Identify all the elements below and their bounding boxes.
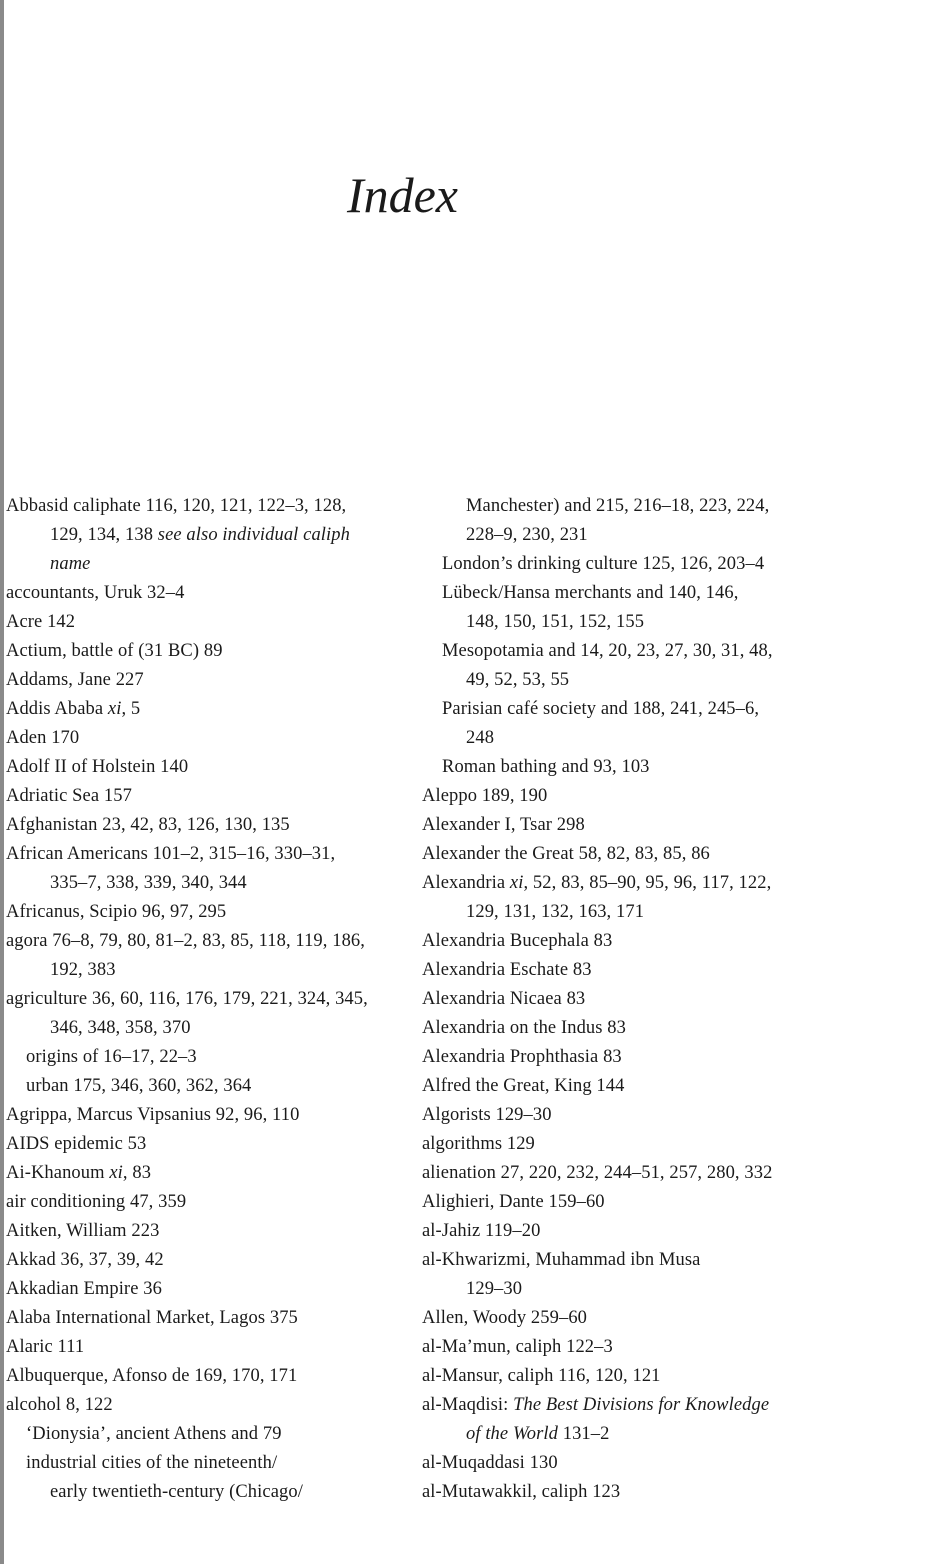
- index-entry-line: [6, 1072, 398, 1101]
- index-entry-line: [422, 1246, 826, 1275]
- index-text: Ai-Khanoum: [6, 1163, 110, 1183]
- index-text-italic: see also individual caliph: [157, 525, 350, 545]
- index-text: Akkadian Empire 36: [6, 1279, 162, 1299]
- index-entry-line: [422, 637, 826, 666]
- index-entry-line: [422, 1333, 826, 1362]
- index-entry-line: [422, 1391, 826, 1420]
- index-text: 49, 52, 53, 55: [466, 670, 570, 690]
- index-entry-line: [6, 492, 398, 521]
- index-entry-line: [6, 1130, 398, 1159]
- index-entry-line: [6, 811, 398, 840]
- index-text: 131–2: [558, 1424, 610, 1444]
- index-entry-line: [6, 956, 398, 985]
- index-text: alcohol 8, 122: [6, 1395, 113, 1415]
- index-text: origins of 16–17, 22–3: [26, 1047, 197, 1067]
- index-entry-line: [6, 840, 398, 869]
- index-entry-line: [422, 753, 826, 782]
- index-text: Lübeck/Hansa merchants and 140, 146,: [442, 583, 739, 603]
- index-text: al-Muqaddasi 130: [422, 1453, 558, 1473]
- index-entry-line: [422, 811, 826, 840]
- index-text: Aden 170: [6, 728, 80, 748]
- index-entry-line: [422, 1188, 826, 1217]
- index-text: Mesopotamia and 14, 20, 23, 27, 30, 31, 48,: [442, 641, 773, 661]
- index-text: early twentieth-century (Chicago/: [50, 1482, 303, 1502]
- index-entry-line: [6, 782, 398, 811]
- index-text: Alexandria Prophthasia 83: [422, 1047, 622, 1067]
- index-entry-line: [422, 1449, 826, 1478]
- index-entry-line: [422, 492, 826, 521]
- index-entry-line: [422, 1217, 826, 1246]
- index-text: Afghanistan 23, 42, 83, 126, 130, 135: [6, 815, 290, 835]
- index-text: 192, 383: [50, 960, 116, 980]
- index-text: , 52, 83, 85–90, 95, 96, 117, 122,: [523, 873, 772, 893]
- index-text: Albuquerque, Afonso de 169, 170, 171: [6, 1366, 298, 1386]
- index-entry-line: [6, 1304, 398, 1333]
- index-text: urban 175, 346, 360, 362, 364: [26, 1076, 252, 1096]
- index-entry-line: [422, 985, 826, 1014]
- index-text: Alaric 111: [6, 1337, 85, 1357]
- index-text: Parisian café society and 188, 241, 245–6,: [442, 699, 760, 719]
- index-entry-line: [422, 521, 826, 550]
- index-text: agriculture 36, 60, 116, 176, 179, 221, 324, 345,: [6, 989, 368, 1009]
- index-entry-line: [6, 869, 398, 898]
- index-text-italic: xi: [109, 1163, 123, 1183]
- index-entry-line: [6, 666, 398, 695]
- index-text: Actium, battle of (31 BC) 89: [6, 641, 223, 661]
- index-text: al-Mansur, caliph 116, 120, 121: [422, 1366, 661, 1386]
- index-text: Addis Ababa: [6, 699, 108, 719]
- index-text: Addams, Jane 227: [6, 670, 144, 690]
- index-text: al-Mutawakkil, caliph 123: [422, 1482, 621, 1502]
- index-text: Alexandria Bucephala 83: [422, 931, 613, 951]
- index-entry-line: [6, 1188, 398, 1217]
- index-text: al-Maqdisi:: [422, 1395, 514, 1415]
- index-entry-line: [422, 1275, 826, 1304]
- index-entry-line: [422, 1072, 826, 1101]
- index-entry-line: [6, 724, 398, 753]
- index-text: agora 76–8, 79, 80, 81–2, 83, 85, 118, 119, 186,: [6, 931, 366, 951]
- index-text: 129, 134, 138: [50, 525, 158, 545]
- index-text: Alexander I, Tsar 298: [422, 815, 585, 835]
- index-entry-line: [422, 782, 826, 811]
- index-text: Aitken, William 223: [6, 1221, 160, 1241]
- index-text: Manchester) and 215, 216–18, 223, 224,: [466, 496, 770, 516]
- index-entry-line: [6, 1275, 398, 1304]
- index-entry-line: [6, 608, 398, 637]
- index-text: Alaba International Market, Lagos 375: [6, 1308, 298, 1328]
- index-entry-line: [6, 753, 398, 782]
- index-text: Adolf II of Holstein 140: [6, 757, 189, 777]
- index-entry-line: [422, 724, 826, 753]
- index-entry-line: [422, 840, 826, 869]
- index-text: industrial cities of the nineteenth/: [26, 1453, 278, 1473]
- index-text: , 5: [121, 699, 141, 719]
- index-entry-line: [422, 666, 826, 695]
- index-text: 129–30: [466, 1279, 523, 1299]
- index-entry-line: [422, 1101, 826, 1130]
- index-entry-line: [6, 695, 398, 724]
- index-entry-line: [6, 1014, 398, 1043]
- index-text: al-Ma’mun, caliph 122–3: [422, 1337, 613, 1357]
- index-text: , 83: [122, 1163, 152, 1183]
- index-text: Acre 142: [6, 612, 76, 632]
- index-text: Alighieri, Dante 159–60: [422, 1192, 605, 1212]
- index-text: alienation 27, 220, 232, 244–51, 257, 280, 332: [422, 1163, 773, 1183]
- index-text: Aleppo 189, 190: [422, 786, 548, 806]
- index-text-italic: xi: [509, 873, 524, 893]
- index-entry-line: [6, 550, 398, 579]
- index-text: Algorists 129–30: [422, 1105, 552, 1125]
- index-text-italic: name: [50, 554, 91, 574]
- index-column-right: [422, 492, 826, 1507]
- index-entry-line: [6, 1478, 398, 1507]
- index-entry-line: [6, 637, 398, 666]
- page-title: Index: [346, 167, 459, 223]
- binding-edge: [0, 0, 4, 1564]
- index-entry-line: [6, 1217, 398, 1246]
- index-entry-line: [422, 579, 826, 608]
- index-entry-line: [422, 927, 826, 956]
- index-entry-line: [6, 1101, 398, 1130]
- index-text: Adriatic Sea 157: [6, 786, 132, 806]
- index-text: al-Jahiz 119–20: [422, 1221, 541, 1241]
- index-entry-line: [6, 985, 398, 1014]
- index-entry-line: [422, 1362, 826, 1391]
- index-text: 248: [466, 728, 495, 748]
- index-entry-line: [422, 1304, 826, 1333]
- index-text: Agrippa, Marcus Vipsanius 92, 96, 110: [6, 1105, 300, 1125]
- index-entry-line: [422, 1043, 826, 1072]
- index-entry-line: [6, 1391, 398, 1420]
- index-text: African Americans 101–2, 315–16, 330–31,: [6, 844, 336, 864]
- index-entry-line: [6, 1420, 398, 1449]
- index-entry-line: [422, 1159, 826, 1188]
- index-entry-line: [422, 869, 826, 898]
- index-entry-line: [6, 1043, 398, 1072]
- index-entry-line: [422, 1420, 826, 1449]
- index-entry-line: [6, 521, 398, 550]
- index-entry-line: [422, 1130, 826, 1159]
- index-entry-line: [6, 579, 398, 608]
- index-text: algorithms 129: [422, 1134, 535, 1154]
- index-text: 346, 348, 358, 370: [50, 1018, 191, 1038]
- index-text: London’s drinking culture 125, 126, 203–4: [442, 554, 765, 574]
- index-entry-line: [6, 1246, 398, 1275]
- index-text: 335–7, 338, 339, 340, 344: [50, 873, 247, 893]
- index-entry-line: [422, 1014, 826, 1043]
- index-entry-line: [6, 898, 398, 927]
- index-text: Alexandria Nicaea 83: [422, 989, 586, 1009]
- index-text: Alexandria Eschate 83: [422, 960, 592, 980]
- index-entry-line: [422, 898, 826, 927]
- index-entry-line: [422, 1478, 826, 1507]
- index-text: ‘Dionysia’, ancient Athens and 79: [26, 1424, 282, 1444]
- index-text-italic: The Best Divisions for Knowledge: [513, 1395, 770, 1415]
- index-text: air conditioning 47, 359: [6, 1192, 187, 1212]
- index-column-left: [6, 492, 398, 1507]
- index-text: Alexandria on the Indus 83: [422, 1018, 626, 1038]
- index-text-italic: of the World: [466, 1424, 558, 1444]
- index-entry-line: [422, 956, 826, 985]
- index-text: 129, 131, 132, 163, 171: [466, 902, 645, 922]
- index-text: Abbasid caliphate 116, 120, 121, 122–3, 128,: [6, 496, 347, 516]
- index-entry-line: [6, 927, 398, 956]
- index-text: AIDS epidemic 53: [6, 1134, 147, 1154]
- index-entry-line: [6, 1449, 398, 1478]
- index-text: 148, 150, 151, 152, 155: [466, 612, 645, 632]
- index-entry-line: [6, 1333, 398, 1362]
- index-text: Alexander the Great 58, 82, 83, 85, 86: [422, 844, 710, 864]
- index-text: al-Khwarizmi, Muhammad ibn Musa: [422, 1250, 701, 1270]
- index-text: Roman bathing and 93, 103: [442, 757, 650, 777]
- index-entry-line: [6, 1362, 398, 1391]
- index-entry-line: [422, 608, 826, 637]
- index-text: Akkad 36, 37, 39, 42: [6, 1250, 164, 1270]
- index-text: Africanus, Scipio 96, 97, 295: [6, 902, 227, 922]
- index-text-italic: xi: [107, 699, 122, 719]
- index-text: accountants, Uruk 32–4: [6, 583, 185, 603]
- index-entry-line: [6, 1159, 398, 1188]
- index-entry-line: [422, 695, 826, 724]
- index-entry-line: [422, 550, 826, 579]
- index-text: Alfred the Great, King 144: [422, 1076, 625, 1096]
- index-text: Allen, Woody 259–60: [422, 1308, 588, 1328]
- index-text: Alexandria: [422, 873, 510, 893]
- index-text: 228–9, 230, 231: [466, 525, 588, 545]
